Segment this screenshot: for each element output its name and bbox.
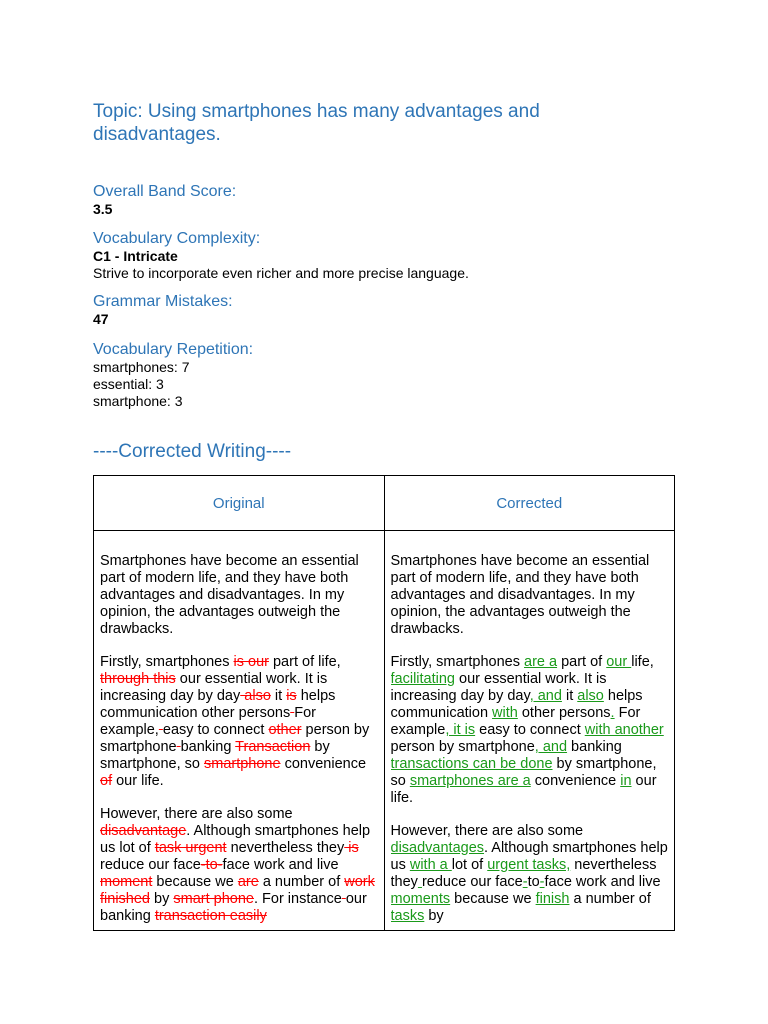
- text-segment: by smartphone, so: [390, 756, 657, 789]
- inserted-text: also: [577, 688, 604, 704]
- inserted-text: , and: [529, 688, 562, 704]
- deleted-text: smart phone: [173, 891, 254, 907]
- inserted-text: , and: [534, 739, 568, 755]
- text-segment: lot of: [451, 857, 488, 873]
- deleted-text: transaction easily: [154, 908, 267, 924]
- vocab-level: C1 - Intricate: [93, 248, 178, 264]
- text-segment: easy to connect: [475, 722, 585, 738]
- text-segment: it: [270, 688, 287, 704]
- deleted-text: are: [237, 874, 259, 890]
- text-segment: our essential work. It is increasing day by day: [100, 671, 328, 704]
- inserted-text: -: [522, 874, 528, 890]
- paragraph: [100, 806, 378, 925]
- text-segment: lot of: [119, 840, 155, 856]
- paragraph: [100, 654, 378, 790]
- repetition-item: smartphone: 3: [93, 393, 183, 409]
- paragraph: [391, 553, 669, 638]
- text-segment: face work and live: [544, 874, 661, 890]
- text-segment: life,: [631, 654, 654, 670]
- inserted-text: smartphones are a: [409, 773, 531, 789]
- text-segment: life,: [318, 654, 341, 670]
- text-segment: For example: [390, 705, 641, 738]
- repetition-section: [93, 341, 253, 410]
- text-segment: other persons: [517, 705, 611, 721]
- deleted-text: is: [344, 840, 359, 856]
- text-segment: nevertheless they: [226, 840, 345, 856]
- inserted-text: -: [539, 874, 545, 890]
- text-segment: Firstly, smartphones: [100, 654, 234, 670]
- text-segment: a number of: [258, 874, 345, 890]
- text-segment: it: [561, 688, 578, 704]
- text-segment: by: [424, 908, 444, 924]
- deleted-text: is: [286, 688, 297, 704]
- paragraph: [391, 654, 669, 807]
- text-segment: banking: [180, 739, 236, 755]
- text-segment: For example,: [100, 705, 316, 738]
- text-segment: convenience: [530, 773, 621, 789]
- text-segment: helps communication: [390, 688, 643, 721]
- grammar-value: 47: [93, 311, 109, 327]
- text-segment: part of: [268, 654, 319, 670]
- text-segment: nevertheless they: [390, 857, 657, 890]
- table-header-row: [94, 476, 675, 531]
- original-cell: [94, 531, 385, 931]
- inserted-text: , it is: [445, 722, 476, 738]
- repetition-item: essential: 3: [93, 376, 164, 392]
- inserted-text: with a: [409, 857, 452, 873]
- deleted-text: disadvantage: [100, 823, 187, 839]
- grammar-section: [93, 293, 233, 328]
- deleted-text: through this: [100, 671, 176, 687]
- column-header-original: Original: [94, 476, 385, 531]
- inserted-text: with another: [584, 722, 664, 738]
- text-segment: a number of: [569, 891, 651, 907]
- vocab-label: Vocabulary Complexity:: [93, 230, 261, 247]
- paragraph: [100, 553, 378, 638]
- corrected-text: [391, 553, 669, 930]
- vocab-advice: Strive to incorporate even richer and more precise language.: [93, 265, 469, 281]
- inserted-text: moments: [390, 891, 451, 907]
- inserted-text: are a: [524, 654, 558, 670]
- inserted-text: with: [492, 705, 518, 721]
- text-segment: reduce our face: [100, 857, 201, 873]
- corrected-cell: [384, 531, 675, 931]
- text-segment: part of: [557, 654, 607, 670]
- inserted-text: urgent tasks,: [487, 857, 571, 873]
- repetition-item: smartphones: 7: [93, 359, 190, 375]
- deleted-text: is our: [233, 654, 269, 670]
- inserted-text: facilitating: [390, 671, 455, 687]
- topic-heading: Topic: Using smartphones has many advantages and disadvantages.: [93, 101, 540, 145]
- text-segment: convenience: [280, 756, 367, 772]
- repetition-label: Vocabulary Repetition:: [93, 341, 254, 358]
- text-segment: reduce our face: [421, 874, 523, 890]
- column-header-corrected: Corrected: [384, 476, 675, 531]
- original-text: [100, 553, 378, 930]
- corrected-writing-heading: ----Corrected Writing----: [93, 441, 292, 462]
- table-row: [94, 531, 675, 931]
- text-segment: person by smartphone: [390, 739, 535, 755]
- text-segment: . For instance: [253, 891, 342, 907]
- text-segment: person by smartphone: [100, 722, 370, 755]
- deleted-text: Transaction: [235, 739, 311, 755]
- text-segment: easy to connect: [162, 722, 269, 738]
- deleted-text: of: [100, 773, 113, 789]
- text-segment: our life.: [390, 773, 657, 806]
- score-label: Overall Band Score:: [93, 183, 237, 200]
- text-segment: by: [149, 891, 174, 907]
- inserted-text: tasks: [390, 908, 425, 924]
- text-segment: helps communication: [100, 688, 336, 721]
- text-segment: our life.: [112, 773, 164, 789]
- text-segment: our banking: [100, 891, 367, 924]
- text-segment: However, there are also some: [100, 806, 293, 822]
- inserted-text: .: [610, 705, 615, 721]
- text-segment: Firstly, smartphones: [390, 654, 524, 670]
- text-segment: Smartphones have become an essential part of modern life, and they have both advantages and disadvantages. In my opinion, the advantages outweigh the drawbacks.: [100, 553, 359, 637]
- text-segment: because we: [152, 874, 238, 890]
- text-segment: our essential work. It is increasing day by day: [390, 671, 607, 704]
- inserted-text: our: [606, 654, 632, 670]
- vocab-section: [93, 230, 469, 282]
- text-segment: to: [527, 874, 540, 890]
- deleted-text: moment: [100, 874, 153, 890]
- inserted-text: finish: [535, 891, 570, 907]
- paragraph: [391, 823, 669, 925]
- text-segment: . Although smartphones help us: [390, 840, 668, 873]
- comparison-table: [93, 475, 675, 931]
- deleted-text: -to-: [200, 857, 223, 873]
- text-segment: by smartphone, so: [100, 739, 330, 772]
- score-section: [93, 183, 236, 218]
- deleted-text: also: [240, 688, 271, 704]
- text-segment: banking: [567, 739, 622, 755]
- score-value: 3.5: [93, 201, 113, 217]
- deleted-text: work finished: [100, 874, 375, 907]
- inserted-text: in: [620, 773, 632, 789]
- text-segment: However, there are also some: [390, 823, 584, 839]
- inserted-text: transactions can be done: [390, 756, 553, 772]
- text-segment: because we: [450, 891, 536, 907]
- text-segment: face work and live: [222, 857, 339, 873]
- deleted-text: smartphone: [203, 756, 281, 772]
- text-segment: Smartphones have become an essential part of modern life, and they have both advantages and disadvantages. In my opinion, the advantages outweigh the drawbacks.: [390, 553, 650, 637]
- deleted-text: other: [268, 722, 302, 738]
- grammar-label: Grammar Mistakes:: [93, 293, 233, 310]
- deleted-text: task urgent: [154, 840, 227, 856]
- inserted-text: disadvantages: [390, 840, 485, 856]
- text-segment: other persons: [201, 705, 291, 721]
- text-segment: . Although smartphones help us: [100, 823, 371, 856]
